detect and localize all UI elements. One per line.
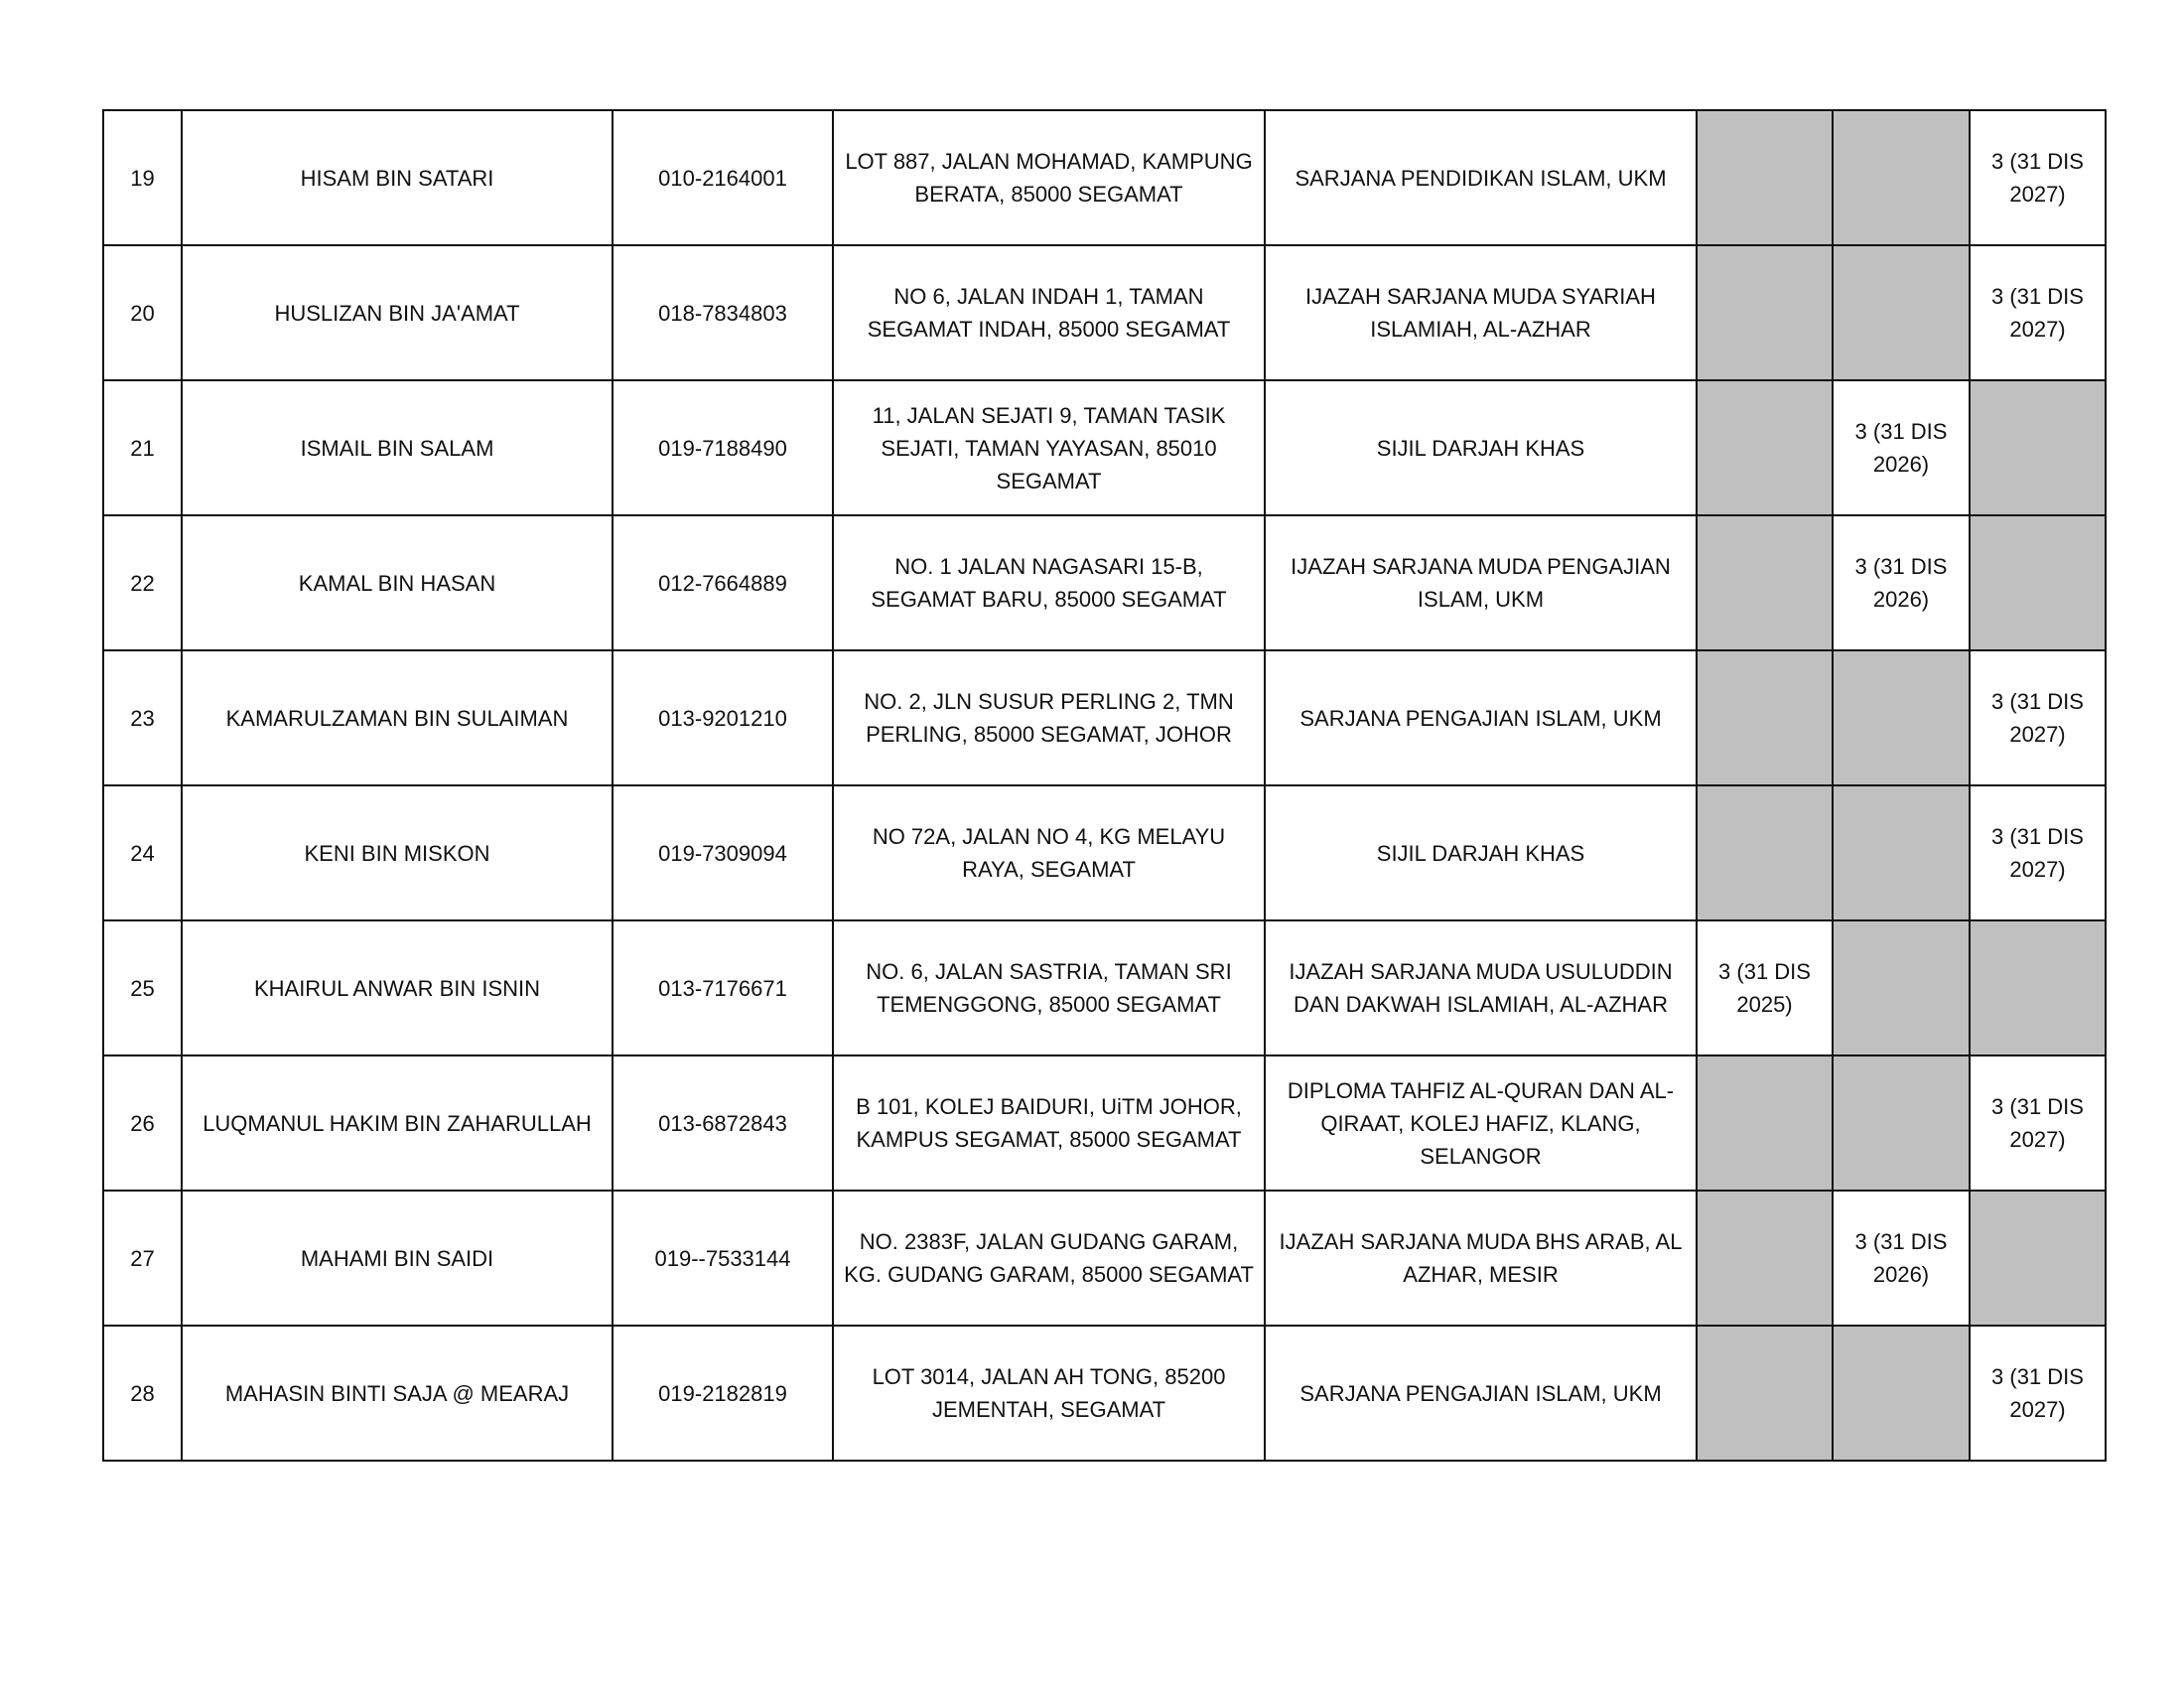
name-cell xyxy=(182,650,613,785)
term-2027-cell xyxy=(1970,245,2106,380)
phone-text: 013-6872843 xyxy=(658,1110,787,1136)
row-number-cell xyxy=(103,1191,182,1326)
row-number-cell xyxy=(103,1326,182,1461)
qualification-cell xyxy=(1265,515,1697,650)
phone-cell xyxy=(613,380,833,515)
address-cell xyxy=(833,785,1265,920)
phone-cell xyxy=(613,1055,833,1191)
term-2026-cell xyxy=(1833,1191,1970,1326)
phone-text: 013-9201210 xyxy=(658,705,787,731)
name-text: ISMAIL BIN SALAM xyxy=(300,435,494,461)
term-2025-cell-shaded xyxy=(1697,1055,1833,1191)
phone-text: 010-2164001 xyxy=(658,165,787,191)
name-cell xyxy=(182,1326,613,1461)
term-2027-cell xyxy=(1970,650,2106,785)
table-row xyxy=(103,1055,2106,1191)
term-2026-cell-shaded xyxy=(1833,245,1970,380)
qualification-text: IJAZAH SARJANA MUDA SYARIAH ISLAMIAH, AL-AZHAR xyxy=(1305,284,1656,342)
term-2026-text: 3 (31 DIS 2026) xyxy=(1854,419,1948,477)
name-cell xyxy=(182,1191,613,1326)
row-number-text: 27 xyxy=(130,1245,155,1271)
qualification-text: IJAZAH SARJANA MUDA USULUDDIN DAN DAKWAH ISLAMIAH, AL-AZHAR xyxy=(1289,959,1673,1017)
table-row xyxy=(103,785,2106,920)
row-number-text: 19 xyxy=(130,165,155,191)
row-number-cell xyxy=(103,1055,182,1191)
qualification-cell xyxy=(1265,245,1697,380)
phone-cell xyxy=(613,1326,833,1461)
row-number-text: 25 xyxy=(130,975,155,1001)
term-2027-cell xyxy=(1970,1326,2106,1461)
table-row xyxy=(103,380,2106,515)
row-number-cell xyxy=(103,650,182,785)
qualification-cell xyxy=(1265,785,1697,920)
name-text: MAHAMI BIN SAIDI xyxy=(300,1245,494,1271)
term-2026-cell xyxy=(1833,380,1970,515)
address-text: LOT 887, JALAN MOHAMAD, KAMPUNG BERATA, 85000 SEGAMAT xyxy=(845,149,1253,207)
qualification-cell xyxy=(1265,110,1697,245)
name-text: KENI BIN MISKON xyxy=(304,840,490,866)
address-cell xyxy=(833,110,1265,245)
address-text: NO. 2, JLN SUSUR PERLING 2, TMN PERLING, 85000 SEGAMAT, JOHOR xyxy=(864,689,1234,747)
term-2027-cell-shaded xyxy=(1970,1191,2106,1326)
row-number-cell xyxy=(103,785,182,920)
table-row xyxy=(103,920,2106,1055)
term-2026-cell xyxy=(1833,515,1970,650)
term-2027-text: 3 (31 DIS 2027) xyxy=(1991,824,2084,882)
phone-cell xyxy=(613,515,833,650)
row-number-cell xyxy=(103,515,182,650)
qualification-text: SARJANA PENDIDIKAN ISLAM, UKM xyxy=(1295,165,1667,191)
table-row xyxy=(103,245,2106,380)
row-number-text: 20 xyxy=(130,300,155,326)
qualification-cell xyxy=(1265,1191,1697,1326)
address-text: NO. 6, JALAN SASTRIA, TAMAN SRI TEMENGGONG, 85000 SEGAMAT xyxy=(866,959,1232,1017)
address-text: 11, JALAN SEJATI 9, TAMAN TASIK SEJATI, TAMAN YAYASAN, 85010 SEGAMAT xyxy=(872,402,1226,493)
address-cell xyxy=(833,515,1265,650)
term-2026-cell-shaded xyxy=(1833,650,1970,785)
table-row xyxy=(103,110,2106,245)
name-cell xyxy=(182,920,613,1055)
term-2027-cell-shaded xyxy=(1970,920,2106,1055)
address-cell xyxy=(833,1326,1265,1461)
term-2026-cell-shaded xyxy=(1833,1055,1970,1191)
phone-text: 012-7664889 xyxy=(658,570,787,596)
phone-cell xyxy=(613,245,833,380)
name-cell xyxy=(182,1055,613,1191)
table-row xyxy=(103,650,2106,785)
term-2027-cell xyxy=(1970,1055,2106,1191)
phone-text: 018-7834803 xyxy=(658,300,787,326)
name-text: LUQMANUL HAKIM BIN ZAHARULLAH xyxy=(203,1110,592,1136)
term-2025-cell-shaded xyxy=(1697,515,1833,650)
qualification-cell xyxy=(1265,920,1697,1055)
phone-cell xyxy=(613,920,833,1055)
row-number-cell xyxy=(103,110,182,245)
term-2026-cell-shaded xyxy=(1833,785,1970,920)
phone-cell xyxy=(613,785,833,920)
name-cell xyxy=(182,380,613,515)
term-2027-text: 3 (31 DIS 2027) xyxy=(1991,284,2084,342)
row-number-text: 21 xyxy=(130,435,155,461)
qualification-cell xyxy=(1265,1326,1697,1461)
address-text: NO. 2383F, JALAN GUDANG GARAM, KG. GUDANG GARAM, 85000 SEGAMAT xyxy=(844,1229,1254,1287)
row-number-cell xyxy=(103,380,182,515)
address-cell xyxy=(833,380,1265,515)
registry-table xyxy=(102,109,2107,1462)
term-2027-text: 3 (31 DIS 2027) xyxy=(1991,149,2084,207)
term-2026-text: 3 (31 DIS 2026) xyxy=(1854,1229,1948,1287)
row-number-text: 24 xyxy=(130,840,155,866)
name-text: KAMARULZAMAN BIN SULAIMAN xyxy=(225,705,569,731)
qualification-text: DIPLOMA TAHFIZ AL-QURAN DAN AL-QIRAAT, KOLEJ HAFIZ, KLANG, SELANGOR xyxy=(1287,1077,1675,1169)
phone-cell xyxy=(613,1191,833,1326)
name-text: MAHASIN BINTI SAJA @ MEARAJ xyxy=(224,1380,570,1406)
qualification-cell xyxy=(1265,380,1697,515)
address-cell xyxy=(833,245,1265,380)
term-2025-cell-shaded xyxy=(1697,785,1833,920)
term-2026-cell-shaded xyxy=(1833,920,1970,1055)
address-text: B 101, KOLEJ BAIDURI, UiTM JOHOR, KAMPUS SEGAMAT, 85000 SEGAMAT xyxy=(856,1094,1242,1152)
address-text: LOT 3014, JALAN AH TONG, 85200 JEMENTAH, SEGAMAT xyxy=(872,1364,1226,1422)
row-number-text: 22 xyxy=(130,570,155,596)
phone-text: 019-7309094 xyxy=(658,840,787,866)
term-2027-text: 3 (31 DIS 2027) xyxy=(1991,1094,2084,1152)
term-2027-cell-shaded xyxy=(1970,380,2106,515)
address-cell xyxy=(833,920,1265,1055)
qualification-text: SIJIL DARJAH KHAS xyxy=(1376,840,1585,866)
phone-text: 013-7176671 xyxy=(658,975,787,1001)
term-2026-cell-shaded xyxy=(1833,110,1970,245)
address-text: NO. 1 JALAN NAGASARI 15-B, SEGAMAT BARU, 85000 SEGAMAT xyxy=(871,554,1227,612)
term-2025-cell-shaded xyxy=(1697,1191,1833,1326)
address-text: NO 72A, JALAN NO 4, KG MELAYU RAYA, SEGAMAT xyxy=(872,824,1226,882)
term-2025-cell xyxy=(1697,920,1833,1055)
registry-table-body xyxy=(103,110,2106,1461)
name-text: KAMAL BIN HASAN xyxy=(298,570,496,596)
term-2025-cell-shaded xyxy=(1697,1326,1833,1461)
qualification-cell xyxy=(1265,1055,1697,1191)
qualification-text: IJAZAH SARJANA MUDA BHS ARAB, AL AZHAR, MESIR xyxy=(1279,1229,1683,1287)
row-number-text: 28 xyxy=(130,1380,155,1406)
term-2027-cell-shaded xyxy=(1970,515,2106,650)
table-row xyxy=(103,515,2106,650)
phone-cell xyxy=(613,650,833,785)
qualification-text: IJAZAH SARJANA MUDA PENGAJIAN ISLAM, UKM xyxy=(1291,554,1671,612)
table-row xyxy=(103,1326,2106,1461)
address-cell xyxy=(833,650,1265,785)
term-2027-cell xyxy=(1970,785,2106,920)
term-2025-text: 3 (31 DIS 2025) xyxy=(1718,959,1811,1017)
qualification-text: SARJANA PENGAJIAN ISLAM, UKM xyxy=(1299,705,1662,731)
address-cell xyxy=(833,1055,1265,1191)
name-text: HISAM BIN SATARI xyxy=(300,165,494,191)
name-cell xyxy=(182,785,613,920)
table-row xyxy=(103,1191,2106,1326)
row-number-text: 23 xyxy=(130,705,155,731)
term-2025-cell-shaded xyxy=(1697,650,1833,785)
address-text: NO 6, JALAN INDAH 1, TAMAN SEGAMAT INDAH, 85000 SEGAMAT xyxy=(867,284,1231,342)
term-2025-cell-shaded xyxy=(1697,245,1833,380)
name-cell xyxy=(182,515,613,650)
term-2026-text: 3 (31 DIS 2026) xyxy=(1854,554,1948,612)
row-number-cell xyxy=(103,245,182,380)
term-2025-cell-shaded xyxy=(1697,380,1833,515)
phone-text: 019--7533144 xyxy=(654,1245,791,1271)
row-number-cell xyxy=(103,920,182,1055)
row-number-text: 26 xyxy=(130,1110,155,1136)
qualification-text: SARJANA PENGAJIAN ISLAM, UKM xyxy=(1299,1380,1662,1406)
name-cell xyxy=(182,110,613,245)
term-2025-cell-shaded xyxy=(1697,110,1833,245)
name-cell xyxy=(182,245,613,380)
term-2027-text: 3 (31 DIS 2027) xyxy=(1991,1364,2084,1422)
qualification-cell xyxy=(1265,650,1697,785)
term-2027-text: 3 (31 DIS 2027) xyxy=(1991,689,2084,747)
name-text: HUSLIZAN BIN JA'AMAT xyxy=(274,300,520,326)
phone-text: 019-2182819 xyxy=(658,1380,787,1406)
name-text: KHAIRUL ANWAR BIN ISNIN xyxy=(253,975,541,1001)
term-2027-cell xyxy=(1970,110,2106,245)
qualification-text: SIJIL DARJAH KHAS xyxy=(1376,435,1585,461)
phone-cell xyxy=(613,110,833,245)
phone-text: 019-7188490 xyxy=(658,435,787,461)
address-cell xyxy=(833,1191,1265,1326)
term-2026-cell-shaded xyxy=(1833,1326,1970,1461)
